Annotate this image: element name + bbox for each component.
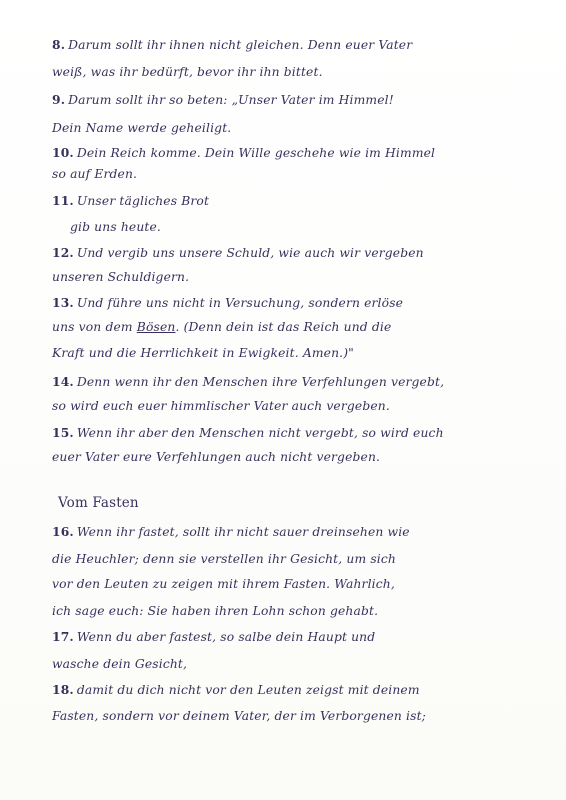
verse-8-line-1 — [52, 36, 412, 54]
verse-text: Unser tägliches Brot — [76, 194, 210, 208]
verse-text: Denn wenn ihr den Menschen ihre Verfehlungen vergebt, — [76, 375, 445, 389]
verse-text: unseren Schuldigern. — [52, 270, 190, 284]
verse-number: 16. — [52, 524, 74, 539]
verse-12-line-2 — [52, 268, 189, 286]
verse-13-line-3 — [52, 344, 354, 362]
verse-10-line-1 — [52, 144, 435, 162]
verse-text: Wenn ihr fastet, sollt ihr nicht sauer dreinsehen wie — [76, 525, 410, 539]
verse-number: 14. — [52, 374, 74, 389]
verse-text: damit du dich nicht vor den Leuten zeigst mit deinem — [76, 683, 420, 697]
verse-16-line-1 — [52, 523, 410, 541]
verse-11-line-1 — [52, 192, 209, 210]
verse-text: Wenn ihr aber den Menschen nicht vergebt, so wird euch — [76, 426, 444, 440]
verse-number: 17. — [52, 629, 74, 644]
verse-16-line-2 — [52, 550, 396, 568]
underlined-word: Bösen — [136, 320, 176, 334]
verse-13-line-2 — [52, 318, 391, 336]
verse-8-line-2 — [52, 63, 323, 81]
verse-16-line-3 — [52, 575, 395, 593]
verse-9-line-1 — [52, 91, 394, 109]
verse-text: wasche dein Gesicht, — [52, 657, 188, 671]
verse-17-line-2 — [52, 655, 187, 673]
verse-text: so wird euch euer himmlischer Vater auch vergeben. — [52, 399, 390, 413]
verse-text: Fasten, sondern vor deinem Vater, der im Verborgenen ist; — [52, 709, 426, 723]
verse-number: 12. — [52, 245, 74, 260]
verse-text: Dein Reich komme. Dein Wille geschehe wie im Himmel — [76, 146, 436, 160]
verse-12-line-1 — [52, 244, 424, 262]
verse-text: Darum sollt ihr ihnen nicht gleichen. Denn euer Vater — [68, 38, 413, 52]
verse-18-line-2 — [52, 707, 426, 725]
verse-text: euer Vater eure Verfehlungen auch nicht vergeben. — [52, 450, 381, 464]
verse-text: uns von dem — [52, 320, 137, 334]
verse-15-line-2 — [52, 448, 380, 466]
verse-number: 18. — [52, 682, 74, 697]
verse-text: . (Denn dein ist das Reich und die — [175, 320, 392, 334]
verse-text: so auf Erden. — [52, 167, 138, 181]
verse-9-line-2 — [52, 119, 231, 137]
verse-text: ich sage euch: Sie haben ihren Lohn schon gehabt. — [52, 604, 379, 618]
verse-text: Und führe uns nicht in Versuchung, sondern erlöse — [76, 296, 404, 310]
verse-16-line-4 — [52, 602, 378, 620]
verse-text: gib uns heute. — [70, 220, 161, 234]
verse-text: vor den Leuten zu zeigen mit ihrem Fasten. Wahrlich, — [52, 577, 395, 591]
verse-11-line-2 — [70, 218, 161, 236]
heading-text: Vom Fasten — [58, 495, 139, 511]
verse-text: weiß, was ihr bedürft, bevor ihr ihn bittet. — [52, 65, 323, 79]
verse-14-line-1 — [52, 373, 444, 391]
section-heading — [58, 494, 139, 512]
verse-number: 11. — [52, 193, 74, 208]
verse-15-line-1 — [52, 424, 444, 442]
verse-14-line-2 — [52, 397, 390, 415]
verse-text: Wenn du aber fastest, so salbe dein Haupt und — [76, 630, 376, 644]
verse-17-line-1 — [52, 628, 375, 646]
verse-18-line-1 — [52, 681, 420, 699]
verse-text: Dein Name werde geheiligt. — [52, 121, 232, 135]
verse-10-line-2 — [52, 165, 137, 183]
verse-text: die Heuchler; denn sie verstellen ihr Gesicht, um sich — [52, 552, 396, 566]
verse-13-line-1 — [52, 294, 403, 312]
verse-text: Und vergib uns unsere Schuld, wie auch wir vergeben — [76, 246, 424, 260]
verse-number: 9. — [52, 92, 66, 107]
verse-text: Kraft und die Herrlichkeit in Ewigkeit. Amen.)" — [52, 346, 354, 360]
verse-text: Darum sollt ihr so beten: „Unser Vater im Himmel! — [68, 93, 394, 107]
verse-number: 10. — [52, 145, 74, 160]
verse-number: 15. — [52, 425, 74, 440]
verse-number: 13. — [52, 295, 74, 310]
verse-number: 8. — [52, 37, 66, 52]
